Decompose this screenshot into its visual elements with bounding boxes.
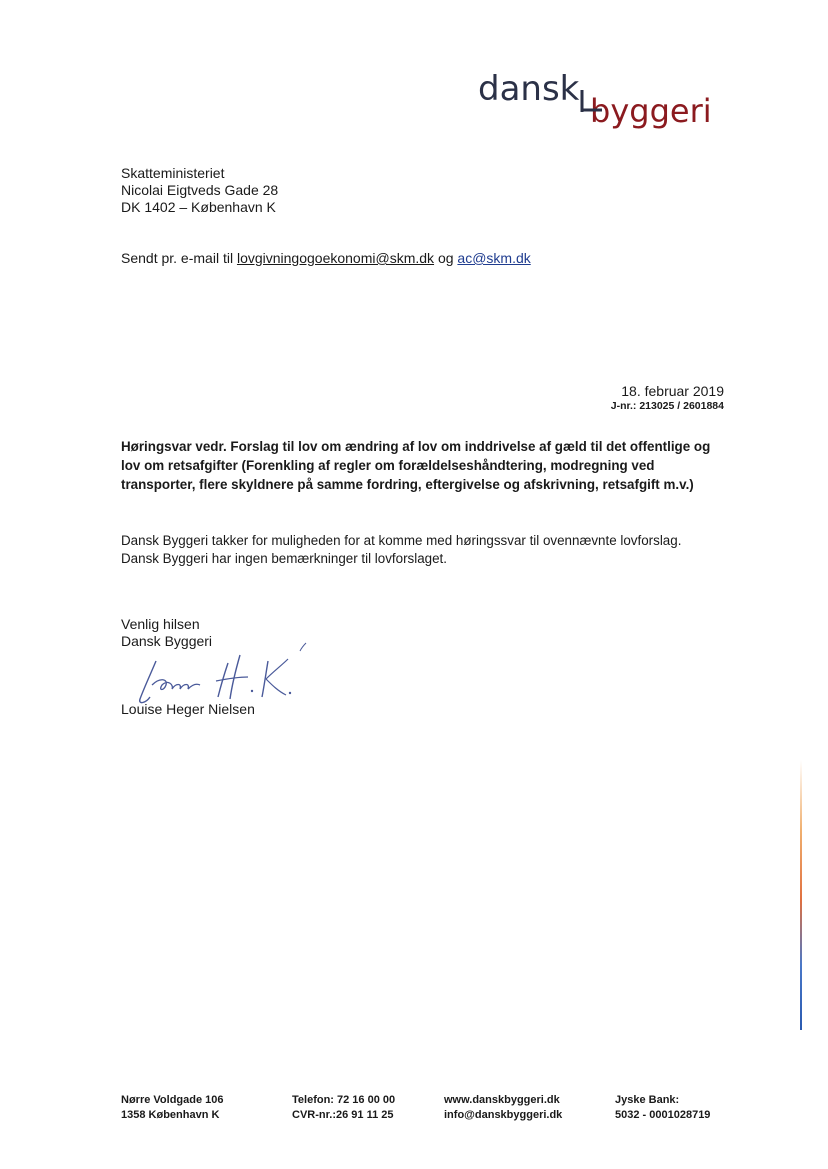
email-link-ac[interactable]: ac@skm.dk	[457, 250, 531, 266]
footer-phone: Telefon: 72 16 00 00	[292, 1094, 396, 1106]
footer-bank-name: Jyske Bank:	[615, 1094, 680, 1106]
recipient-name: Skatteministeriet	[121, 165, 225, 181]
recipient-city: DK 1402 – København K	[121, 199, 276, 215]
subject-heading: Høringsvar vedr. Forslag til lov om ændring af lov om inddrivelse af gæld til det offentlige og lov om retsafgifter (Forenkling af regler om forældelseshåndtering, modregning ved transporter, flere skyldnere på samme fordring, eftergivelse og afskrivning, retsafgift m.v.)	[121, 439, 711, 492]
footer-contact	[292, 1093, 395, 1123]
footer-street: Nørre Voldgade 106	[121, 1094, 224, 1106]
date-block	[611, 383, 724, 412]
signer-name: Louise Heger Nielsen	[121, 701, 255, 717]
sent-line	[121, 250, 531, 266]
letter-date: 18. februar 2019	[621, 383, 724, 399]
dansk-byggeri-logo	[478, 60, 738, 140]
sent-prefix: Sendt pr. e-mail til	[121, 250, 234, 266]
footer-bank-account: 5032 - 0001028719	[615, 1109, 711, 1121]
recipient-street: Nicolai Eigtveds Gade 28	[121, 182, 279, 198]
closing-organization: Dansk Byggeri	[121, 633, 213, 649]
footer-bank	[615, 1093, 710, 1123]
sent-conjunction: og	[437, 250, 454, 266]
journal-number: J-nr.: 213025 / 2601884	[610, 400, 724, 412]
body-paragraph: Dansk Byggeri takker for muligheden for at komme med høringssvar til ovennævnte lovforslag. Dansk Byggeri har ingen bemærkninger til lovforslaget.	[121, 533, 682, 566]
logo-word-byggeri: byggeri	[590, 92, 712, 130]
email-link-lovgivning[interactable]: lovgivningogoekonomi@skm.dk	[236, 250, 435, 266]
scan-edge-mark	[800, 760, 802, 900]
footer-cvr: CVR-nr.:26 91 11 25	[292, 1109, 394, 1121]
scan-edge-mark	[800, 900, 802, 1030]
footer-web	[444, 1093, 562, 1123]
logo-graphic	[478, 60, 738, 140]
recipient-address	[121, 165, 278, 216]
logo-word-dansk: dansk	[478, 69, 580, 109]
footer-city: 1358 København K	[121, 1109, 220, 1121]
footer-website-link[interactable]: www.danskbyggeri.dk	[444, 1094, 560, 1106]
footer-address	[121, 1093, 224, 1123]
closing-greeting: Venlig hilsen	[121, 616, 200, 632]
footer-email-link[interactable]: info@danskbyggeri.dk	[444, 1109, 563, 1121]
